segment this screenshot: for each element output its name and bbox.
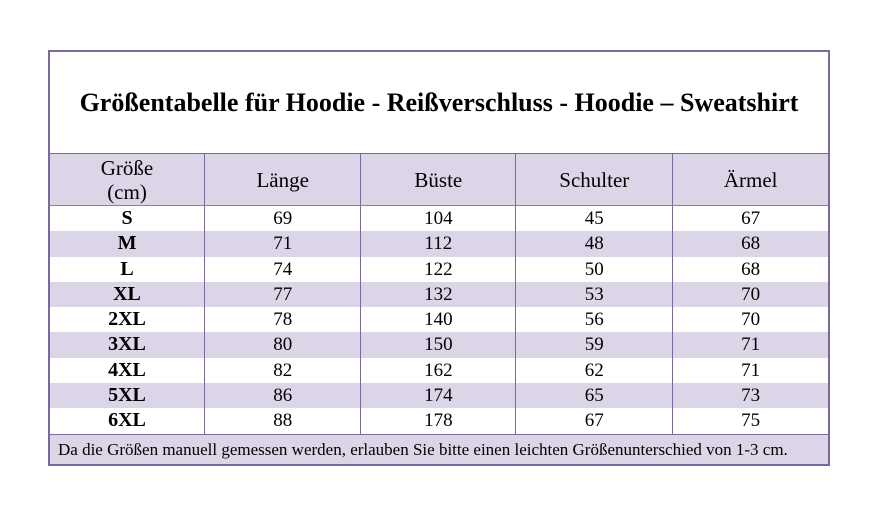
value-cell: 174 — [360, 383, 515, 408]
value-cell: 71 — [672, 332, 828, 357]
size-cell: 5XL — [108, 384, 146, 407]
value-cell: 82 — [204, 358, 360, 383]
table-row — [50, 332, 828, 357]
value-cell: 162 — [360, 358, 515, 383]
size-cell: 4XL — [108, 358, 146, 381]
value-cell: 70 — [672, 282, 828, 307]
table-row — [50, 231, 828, 256]
header-schulter-label: Schulter — [559, 167, 630, 192]
value-cell: 65 — [515, 383, 672, 408]
value-cell: 71 — [672, 358, 828, 383]
header-cell-schulter — [515, 154, 672, 205]
value-cell: 59 — [515, 332, 672, 357]
header-laenge-label: Länge — [256, 167, 309, 192]
title-section — [50, 52, 828, 154]
size-cell: L — [120, 257, 134, 280]
value-cell: 78 — [204, 307, 360, 332]
footer-note: Da die Größen manuell gemessen werden, erlauben Sie bitte einen leichten Größenunterschied von 1-3 cm. — [50, 434, 828, 464]
value-cell: 73 — [672, 383, 828, 408]
page-title: Größentabelle für Hoodie - Reißverschluss - Hoodie – Sweatshirt — [79, 87, 799, 117]
value-cell: 104 — [360, 206, 515, 231]
size-cell: 3XL — [108, 333, 146, 356]
value-cell: 112 — [360, 231, 515, 256]
value-cell: 68 — [672, 257, 828, 282]
header-aermel-label: Ärmel — [723, 167, 778, 192]
size-chart-table — [48, 50, 830, 466]
header-bueste-label: Büste — [414, 167, 463, 192]
value-cell: 150 — [360, 332, 515, 357]
header-cell-size — [50, 154, 204, 205]
value-cell: 178 — [360, 408, 515, 433]
value-cell: 56 — [515, 307, 672, 332]
value-cell: 132 — [360, 282, 515, 307]
value-cell: 86 — [204, 383, 360, 408]
value-cell: 62 — [515, 358, 672, 383]
value-cell: 48 — [515, 231, 672, 256]
table-body — [50, 206, 828, 434]
header-size-label: Größe — [100, 155, 154, 180]
size-cell: S — [121, 207, 133, 229]
table-row — [50, 257, 828, 282]
header-size-unit: (cm) — [107, 179, 147, 204]
header-cell-laenge — [204, 154, 360, 205]
table-header-row — [50, 154, 828, 206]
header-cell-aermel — [672, 154, 828, 205]
table-row — [50, 408, 828, 433]
value-cell: 88 — [204, 408, 360, 433]
header-cell-bueste — [360, 154, 515, 205]
value-cell: 67 — [515, 408, 672, 433]
value-cell: 45 — [515, 206, 672, 231]
table-row — [50, 206, 828, 231]
value-cell: 140 — [360, 307, 515, 332]
value-cell: 68 — [672, 231, 828, 256]
value-cell: 80 — [204, 332, 360, 357]
value-cell: 75 — [672, 408, 828, 433]
value-cell: 50 — [515, 257, 672, 282]
value-cell: 67 — [672, 206, 828, 231]
value-cell: 53 — [515, 282, 672, 307]
value-cell: 122 — [360, 257, 515, 282]
table-row — [50, 282, 828, 307]
value-cell: 69 — [204, 206, 360, 231]
size-cell: 2XL — [108, 308, 146, 331]
value-cell: 77 — [204, 282, 360, 307]
table-row — [50, 383, 828, 408]
size-cell: XL — [113, 282, 141, 305]
size-cell: 6XL — [108, 409, 146, 432]
value-cell: 71 — [204, 231, 360, 256]
value-cell: 74 — [204, 257, 360, 282]
size-cell: M — [117, 232, 137, 255]
table-row — [50, 307, 828, 332]
value-cell: 70 — [672, 307, 828, 332]
table-row — [50, 358, 828, 383]
